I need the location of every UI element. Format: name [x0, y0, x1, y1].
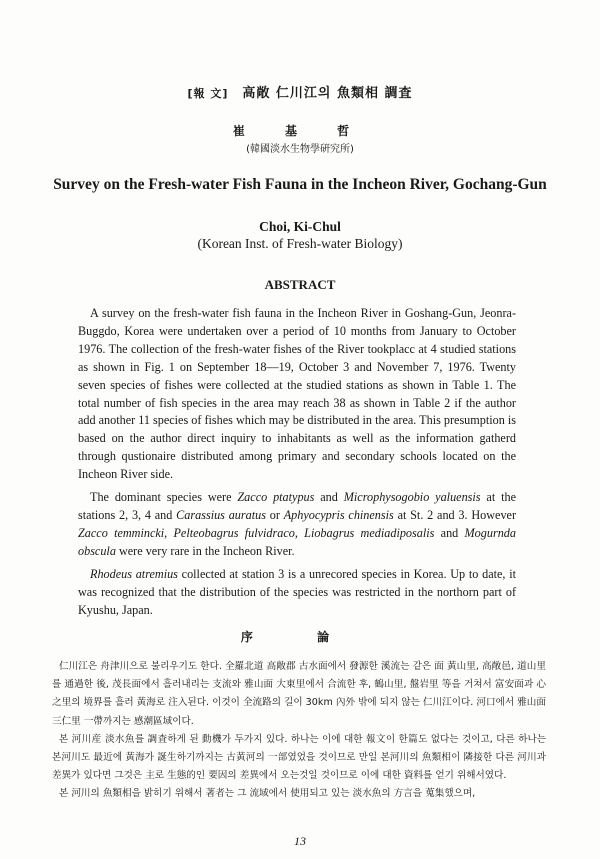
text-run: were very rare in the Incheon River. [115, 543, 295, 558]
abstract-paragraph-3 [78, 566, 516, 620]
abstract-paragraph-1: A survey on the fresh-water fish fauna in the Incheon River in Goshang-Gun, Jeonra-Buggdo, Korea were undertaken over a period of 10 months from January to October 1976. The collection of the fresh-water fishes of the River tookplacc at 4 studied stations as shown in Fig. 1 on September 18—19, October 3 and November 7, 1976. Twenty seven species of fishes were collected at the studied stations as shown in Table 1. The total number of fish species in the area may reach 38 as shown in Table 2 if the author add another 11 species of fishes which may be distributed in the area. This presumption is based on the author direct inquiry to inhabitants as well as the information gatherd through qustionaire distributed among primary and secondary schools located on the Incheon River side. [78, 306, 516, 482]
text-run: The dominant species were [90, 490, 238, 505]
intro-paragraph-1: 仁川江은 舟津川으로 불리우기도 한다. 全羅北道 高敞郡 古水面에서 發源한 溪流는 같은 面 黃山里, 高敞邑, 道山里를 通過한 後, 茂長面에서 흘러내리는 支流와 雅山面 大東里에서 合流한 후, 鶴山里, 盤岩里 等을 거쳐서 富安面과 心之里의 境界를 흘러 黃海로 注入된다. 이것이 全流路의 길이 30km 內外 밖에 되지 않는 仁川江이다. 河口에서 雅山面 三仁里 一帶까지는 感潮區域이다. [52, 661, 546, 727]
text-run: at the stations 2, 3, 4 and [78, 490, 517, 522]
species-name: Zacco temmincki, Pelteobagrus fulvidraco, Liobagrus mediadiposalis [78, 525, 435, 540]
text-run: and [434, 525, 465, 540]
species-name: Zacco ptatypus [237, 490, 315, 505]
english-author: Choi, Ki-Chul [259, 219, 341, 234]
english-title: Survey on the Fresh-water Fish Fauna in the Incheon River, Gochang-Gun [53, 176, 547, 193]
text-run: collected at station 3 is a unrecored species in Korea. Up to date, it was recognized that the distribution of the species was restricted in the northorn part of Kyushu, Japan. [78, 566, 516, 617]
species-name: Aphyocypris chinensis [283, 507, 394, 522]
intro-paragraph-3: 본 河川의 魚類相을 밝히기 위해서 著者는 그 流域에서 使用되고 있는 淡水魚의 方言을 蒐集했으며, [59, 788, 476, 800]
text-run: or [265, 507, 284, 522]
abstract-heading: ABSTRACT [264, 277, 336, 292]
page-number: 13 [294, 834, 306, 848]
abstract-paragraph-2 [78, 489, 516, 561]
introduction-heading: 序 論 [240, 630, 360, 644]
korean-title: 高敞 仁川江의 魚類相 調査 [242, 86, 413, 101]
text-run: at St. 2 and 3. However [393, 507, 517, 522]
species-name: Microphysogobio yaluensis [343, 490, 481, 505]
korean-author: 崔 基 哲 [232, 124, 368, 138]
english-affiliation: (Korean Inst. of Fresh-water Biology) [197, 236, 403, 251]
species-name: Mogurnda obscula [78, 525, 516, 558]
text-run: and [314, 490, 344, 505]
article-type-tag: [報 文] [187, 87, 229, 100]
abstract-body [78, 305, 516, 619]
korean-title-line [0, 82, 600, 101]
species-name: Rhodeus atremius [90, 566, 178, 581]
intro-paragraph-2: 본 河川産 淡水魚를 調査하게 된 動機가 두가지 있다. 하나는 이에 대한 報文이 한篇도 없다는 것이고, 다른 하나는 본河川도 最近에 黃海가 誕生하기까지는 古黃河의 一部였었을 것이므로 만일 본河川의 魚類相이 隣接한 다른 河川과 差異가 있다면 그것은 主로 生態的인 要因의 差異에서 오는것일 것이므로 이에 대한 資料를 얻기 위해서였다. [52, 733, 546, 782]
introduction-body [52, 658, 546, 804]
korean-affiliation: (韓國淡水生物學硏究所) [246, 144, 354, 155]
species-name: Carassius auratus [176, 507, 266, 522]
